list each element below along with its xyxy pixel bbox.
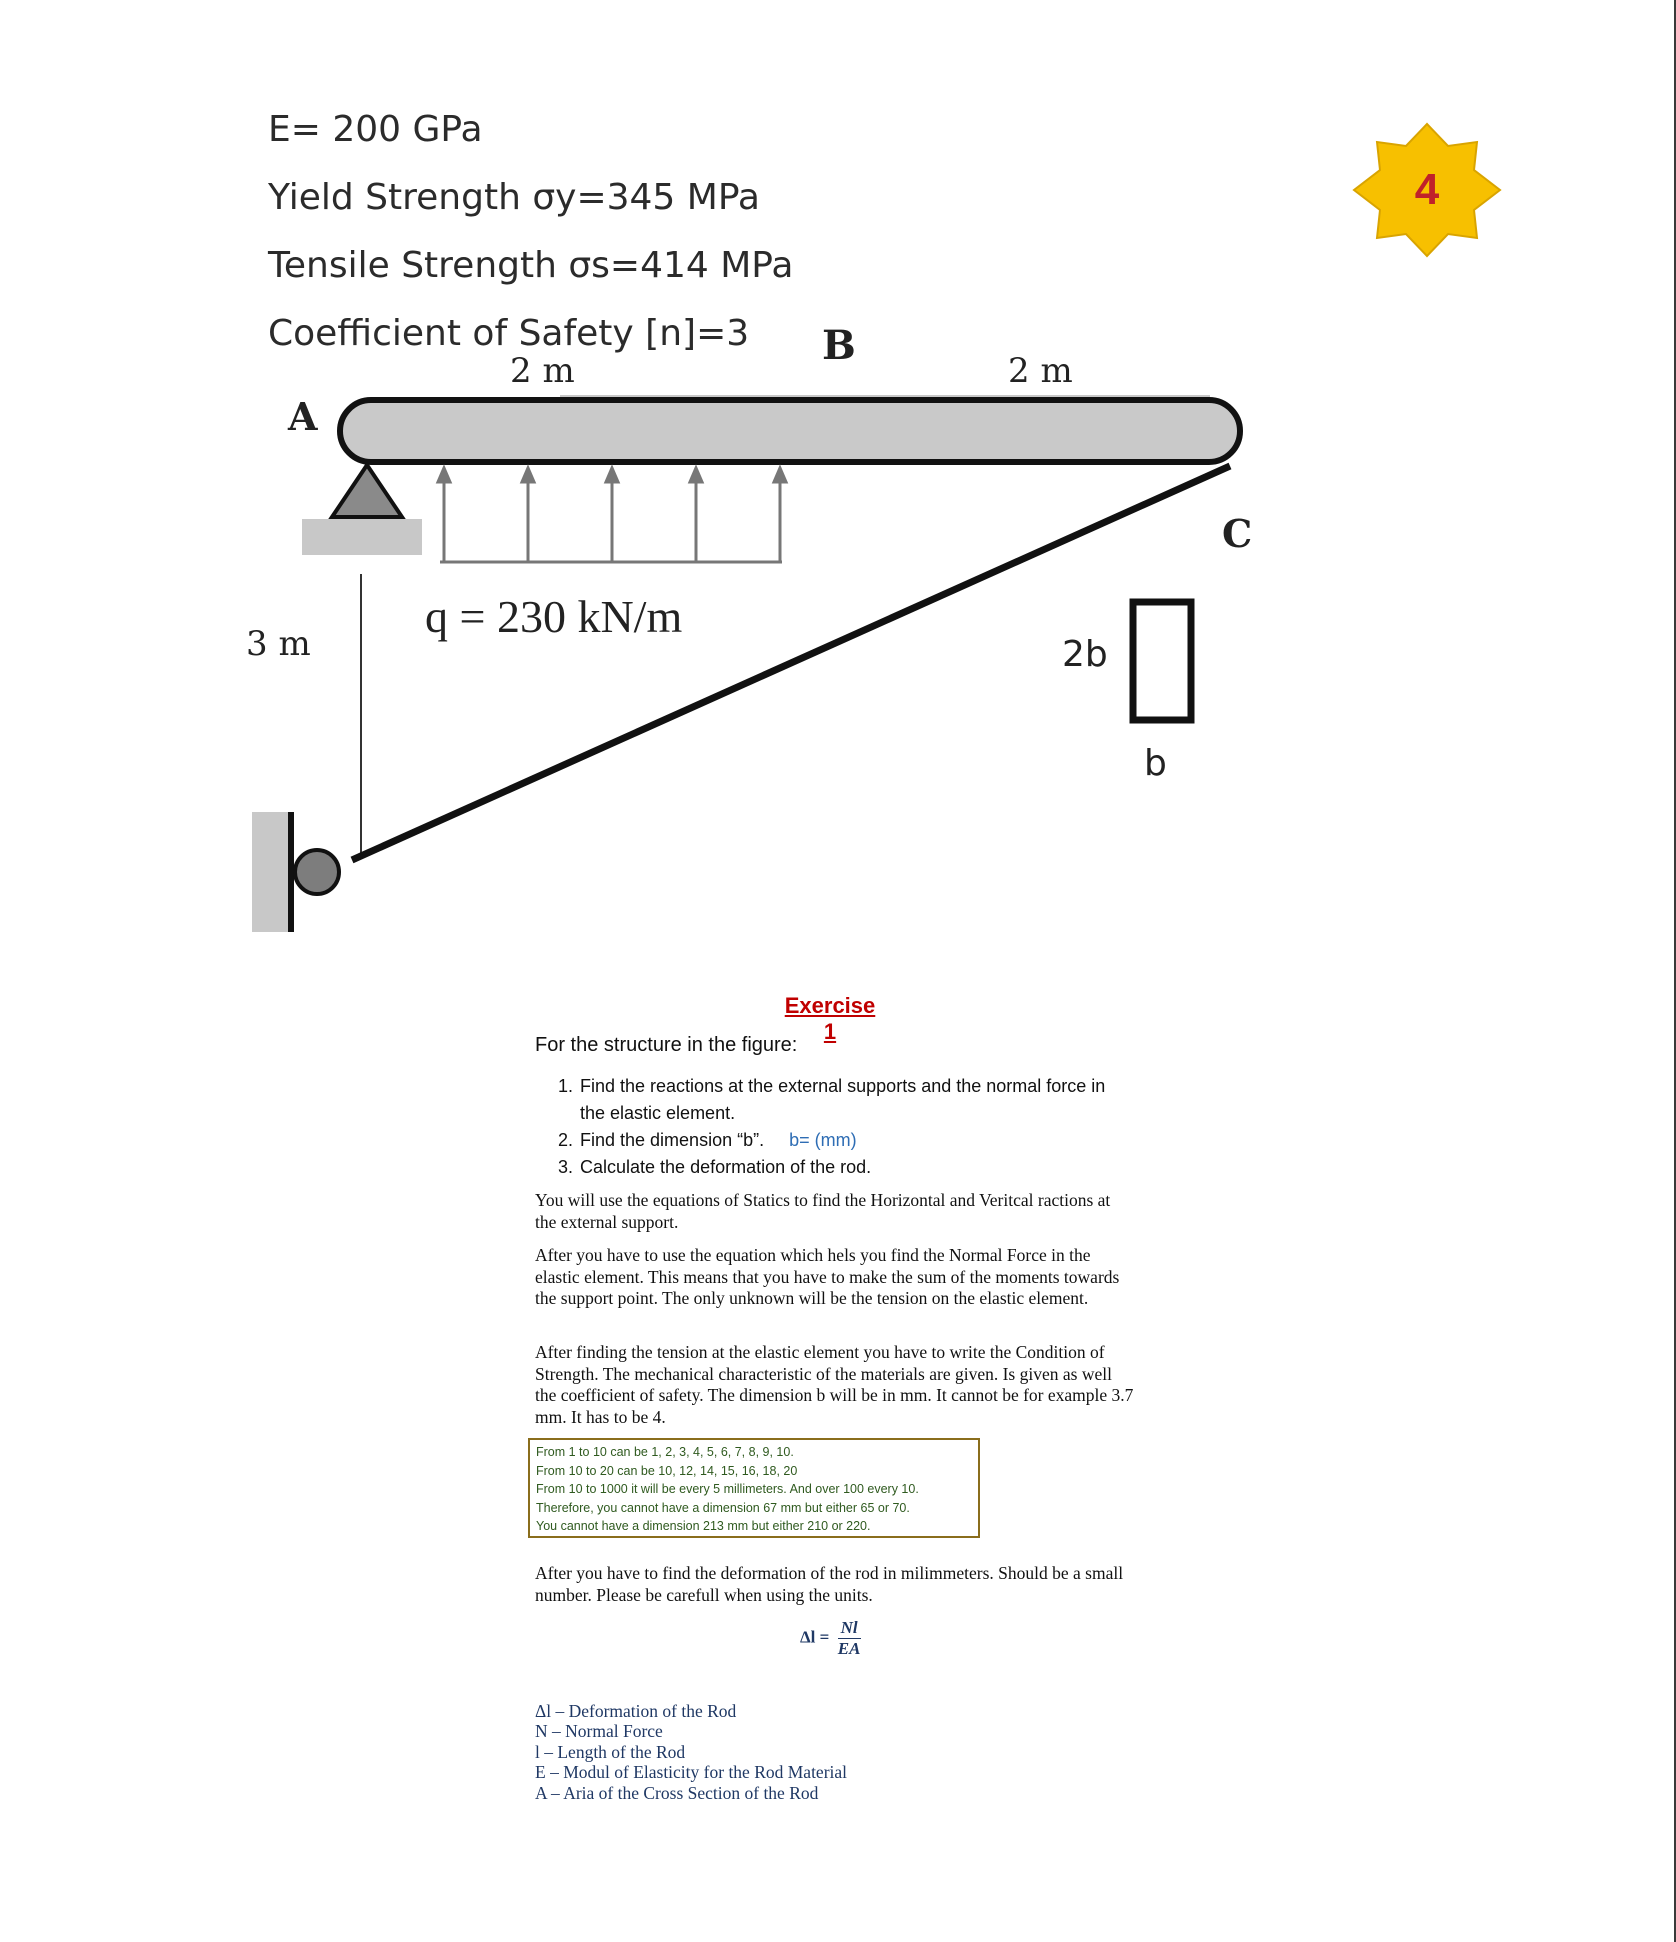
label-a: A: [288, 394, 318, 439]
section-height-label: 2b: [1062, 634, 1108, 675]
list-item: N – Normal Force: [535, 1721, 663, 1742]
label-b: B: [822, 322, 856, 369]
list-item: E – Modul of Elasticity for the Rod Material: [535, 1762, 848, 1783]
paragraph-strength: After finding the tension at the elastic element you have to write the Condition of Strength. The mechanical characteristic of the materials are given. Is given as well the coefficient of safety. The dimension b will be in mm. It cannot be for example 3.7 mm. It has to be 4.: [535, 1342, 1134, 1427]
pin-support: [332, 465, 402, 517]
exercise-title: Exercise 1: [784, 993, 876, 1044]
hinge: [295, 850, 339, 894]
list-item: 3. Calculate the deformation of the rod.: [558, 1157, 872, 1177]
dim-left: 2 m: [510, 351, 575, 391]
tensile-strength: Tensile Strength σs=414 MPa: [268, 245, 794, 286]
paragraph-deformation: After you have to find the deformation of the rod in milimmeters. Should be a small number. Please be carefull when using the units.: [535, 1563, 1124, 1605]
b-answer-hint: b= (mm): [789, 1130, 857, 1150]
elastic-modulus: E= 200 GPa: [268, 109, 483, 150]
list-item: A – Aria of the Cross Section of the Rod: [535, 1782, 819, 1803]
list-item: 1. Find the reactions at the external supports and the normal force in the elastic element.: [558, 1076, 1106, 1123]
paragraph-normal-force: After you have to use the equation which hels you find the Normal Force in the elastic element. This means that you have to make the sum of the moments towards the support point. The only unknown will be the tension on the elastic element.: [535, 1245, 1120, 1308]
support-base: [302, 519, 422, 555]
task-list: [558, 1073, 1118, 1181]
wall-support: [252, 812, 292, 932]
paragraph-statics: You will use the equations of Statics to find the Horizontal and Veritcal ractions at the external support.: [535, 1190, 1111, 1232]
label-c: C: [1222, 511, 1253, 556]
list-item: 2. Find the dimension “b”. b= (mm): [558, 1130, 857, 1150]
badge-number: 4: [1414, 165, 1440, 214]
deformation-formula: Δl = $\frac{Nl}{EA}$: [800, 1618, 861, 1658]
symbol-legend: [535, 1701, 847, 1803]
dim-right: 2 m: [1008, 351, 1073, 391]
distributed-load: [438, 468, 786, 562]
beam: [340, 400, 1240, 462]
exercise-intro: For the structure in the figure:: [535, 1034, 798, 1056]
section-width-label: b: [1144, 743, 1167, 784]
structure-figure: [0, 0, 1676, 960]
list-item: l – Length of the Rod: [535, 1741, 686, 1762]
cross-section: [1133, 602, 1191, 720]
dim-height: 3 m: [246, 624, 311, 664]
load-label: q = 230 kN/m: [425, 591, 683, 642]
rounding-note-box: From 1 to 10 can be 1, 2, 3, 4, 5, 6, 7, 8, 9, 10. From 10 to 20 can be 10, 12, 14, 15, 16, 18, 20 From 10 to 1000 it will be every 5 millimeters. And over 100 every 10. Therefore, you cannot have a dimension 67 mm but either 65 or 70. You cannot have a dimension 213 mm but either 210 or 220.: [528, 1438, 980, 1538]
list-item: Δl – Deformation of the Rod: [535, 1701, 737, 1721]
yield-strength: Yield Strength σy=345 MPa: [268, 177, 760, 218]
safety-coefficient: Coefficient of Safety [n]=3: [268, 313, 750, 354]
